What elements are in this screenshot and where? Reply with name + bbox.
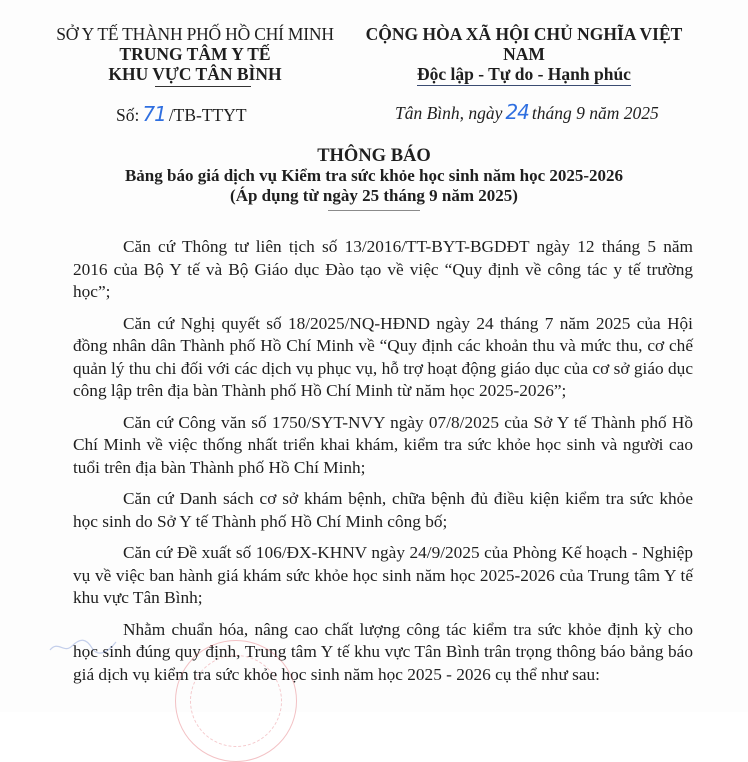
title-divider	[328, 210, 420, 211]
parent-agency: SỞ Y TẾ THÀNH PHỐ HỒ CHÍ MINH	[56, 24, 334, 44]
national-motto: Độc lập - Tự do - Hạnh phúc	[417, 64, 631, 84]
notice-title-block	[0, 146, 748, 211]
notice-heading: THÔNG BÁO	[317, 146, 431, 166]
country-name: CỘNG HÒA XÃ HỘI CHỦ NGHĨA VIỆT NAM	[365, 24, 683, 64]
agency-name-line2: KHU VỰC TÂN BÌNH	[108, 64, 282, 84]
notice-body	[73, 236, 693, 695]
paragraph-legal-basis-4: Căn cứ Danh sách cơ sở khám bệnh, chữa bệnh đủ điều kiện kiểm tra sức khỏe học sinh do Sở Y tế Thành phố Hồ Chí Minh công bố;	[73, 489, 693, 531]
national-header-block	[344, 24, 704, 86]
notice-effective-date: (Áp dụng từ ngày 25 tháng 9 năm 2025)	[230, 186, 518, 205]
date-rest: tháng 9 năm 2025	[531, 103, 659, 123]
handwritten-document-number: 71	[142, 102, 166, 126]
paragraph-legal-basis-2: Căn cứ Nghị quyết số 18/2025/NQ-HĐND ngày 24 tháng 7 năm 2025 của Hội đồng nhân dân Thành phố Hồ Chí Minh về “Quy định các khoản thu và mức thu, cơ chế quản lý thu chi đối với các dịch vụ phục vụ, hỗ trợ hoạt động giáo dục của cơ sở giáo dục công lập trên địa bàn Thành phố Hồ Chí Minh từ năm học 2025-2026”;	[73, 313, 693, 400]
paragraph-legal-basis-5: Căn cứ Đề xuất số 106/ĐX-KHNV ngày 24/9/2025 của Phòng Kế hoạch - Nghiệp vụ về việc ban hành giá khám sức khỏe học sinh năm học 2025-2026 của Trung tâm Y tế khu vực Tân Bình;	[73, 543, 693, 607]
paragraph-purpose: Nhằm chuẩn hóa, nâng cao chất lượng công tác kiểm tra sức khỏe định kỳ cho học sinh đúng quy định, Trung tâm Y tế khu vực Tân Bình trân trọng thông báo bảng báo giá dịch vụ kiểm tra sức khỏe học sinh năm học 2025 - 2026 cụ thể như sau:	[73, 619, 693, 684]
document-number-prefix: Số:	[116, 105, 140, 125]
paragraph-legal-basis-3: Căn cứ Công văn số 1750/SYT-NVY ngày 07/8/2025 của Sở Y tế Thành phố Hồ Chí Minh về việc thống nhất triển khai khám, kiểm tra sức khỏe học sinh và người cao tuổi trên địa bàn Thành phố Hồ Chí Minh;	[73, 412, 693, 477]
document-number-suffix: /TB-TTYT	[168, 105, 247, 125]
document-number	[116, 102, 247, 126]
date-place-prefix: Tân Bình, ngày	[395, 103, 503, 123]
issue-date-line	[395, 100, 659, 124]
issuing-agency-block	[30, 24, 360, 87]
handwritten-day: 24	[505, 100, 529, 124]
agency-name-line1: TRUNG TÂM Y TẾ	[119, 44, 271, 64]
agency-underline	[155, 86, 251, 87]
paragraph-legal-basis-1: Căn cứ Thông tư liên tịch số 13/2016/TT-BYT-BGDĐT ngày 12 tháng 5 năm 2016 của Bộ Y tế và Bộ Giáo dục Đào tạo về việc “Quy định về công tác y tế trường học”;	[73, 237, 693, 301]
notice-subtitle: Bảng báo giá dịch vụ Kiểm tra sức khỏe học sinh năm học 2025-2026	[124, 166, 624, 185]
